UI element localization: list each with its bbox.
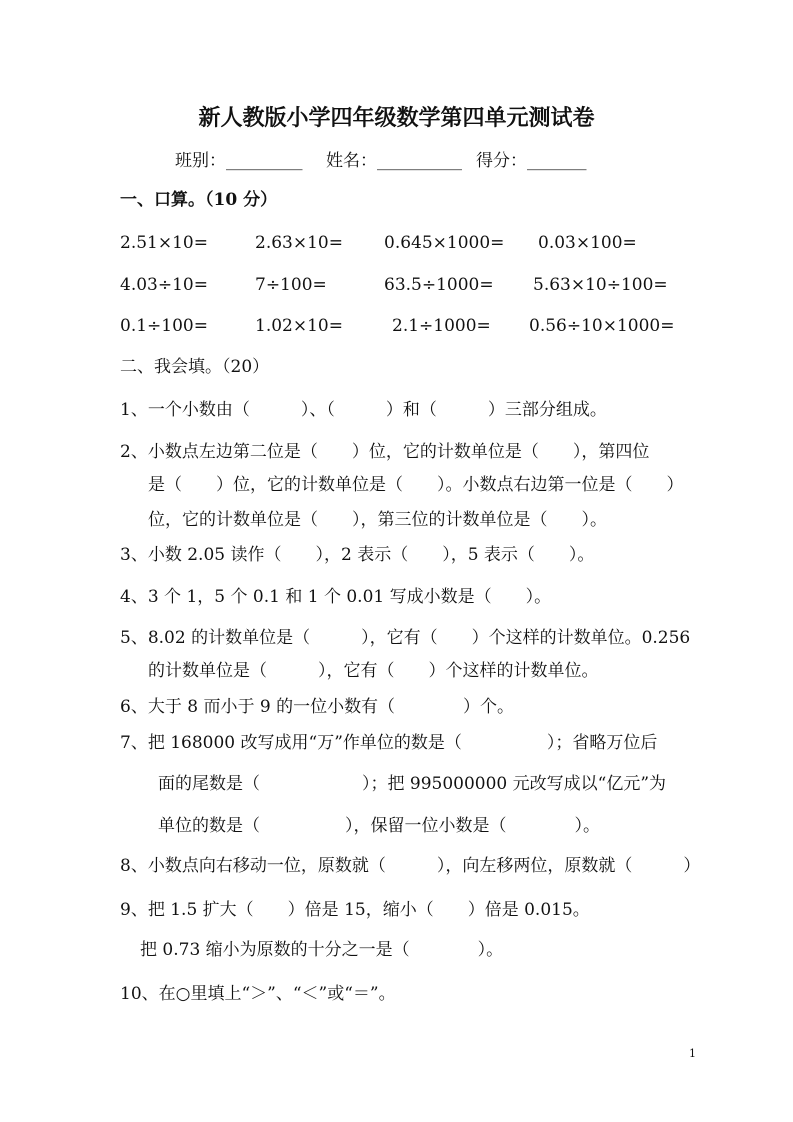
question-line: 面的尾数是（ ）；把 995000000 元改写成以“亿元”为 <box>158 774 667 794</box>
question-line: 位，它的计数单位是（ ），第三位的计数单位是（ ）。 <box>148 510 607 530</box>
question-line: 把 0.73 缩小为原数的十分之一是（ ）。 <box>140 940 504 960</box>
question-line: 8、小数点向右移动一位，原数就（ ），向左移两位，原数就（ ） <box>120 856 701 876</box>
section2-heading: 二、我会填。（20） <box>120 357 270 377</box>
question-line: 9、把 1.5 扩大（ ）倍是 15，缩小（ ）倍是 0.015。 <box>120 900 590 920</box>
calc-item: 2.1÷1000= <box>392 316 491 336</box>
question-line: 7、把 168000 改写成用“万”作单位的数是（ ）；省略万位后 <box>120 733 658 753</box>
calc-item: 2.63×10= <box>255 233 343 253</box>
calc-item: 63.5÷1000= <box>384 275 494 295</box>
calc-item: 7÷100= <box>255 275 327 295</box>
question-line: 1、一个小数由（ ）、（ ）和（ ）三部分组成。 <box>120 400 607 420</box>
calc-item: 0.645×1000= <box>384 233 505 253</box>
question-line: 是（ ）位，它的计数单位是（ ）。小数点右边第一位是（ ） <box>148 475 684 495</box>
page-number: 1 <box>689 1047 696 1060</box>
question-line: 10、在○里填上“＞”、“＜”或“＝”。 <box>120 984 396 1004</box>
calc-item: 4.03÷10= <box>120 275 208 295</box>
calc-item: 5.63×10÷100= <box>533 275 668 295</box>
question-line: 的计数单位是（ ），它有（ ）个这样的计数单位。 <box>148 661 599 681</box>
question-line: 6、大于 8 而小于 9 的一位小数有（ ）个。 <box>120 697 515 717</box>
calc-item: 0.03×100= <box>538 233 637 253</box>
calc-item: 0.1÷100= <box>120 316 208 336</box>
question-line: 3、小数 2.05 读作（ ），2 表示（ ），5 表示（ ）。 <box>120 545 595 565</box>
score-field: 得分：_______ <box>476 151 587 171</box>
question-line: 4、3 个 1，5 个 0.1 和 1 个 0.01 写成小数是（ ）。 <box>120 587 552 607</box>
question-line: 单位的数是（ ），保留一位小数是（ ）。 <box>158 816 600 836</box>
section1-heading: 一、口算。（10 分） <box>120 190 278 210</box>
question-line: 5、8.02 的计数单位是（ ），它有（ ）个这样的计数单位。0.256 <box>120 628 691 648</box>
name-field: 姓名：__________ <box>326 151 462 171</box>
calc-item: 2.51×10= <box>120 233 208 253</box>
calc-item: 0.56÷10×1000= <box>529 316 675 336</box>
page-title: 新人教版小学四年级数学第四单元测试卷 <box>198 105 595 131</box>
calc-item: 1.02×10= <box>255 316 343 336</box>
class-field: 班别：_________ <box>175 151 303 171</box>
question-line: 2、小数点左边第二位是（ ）位，它的计数单位是（ ），第四位 <box>120 442 650 462</box>
